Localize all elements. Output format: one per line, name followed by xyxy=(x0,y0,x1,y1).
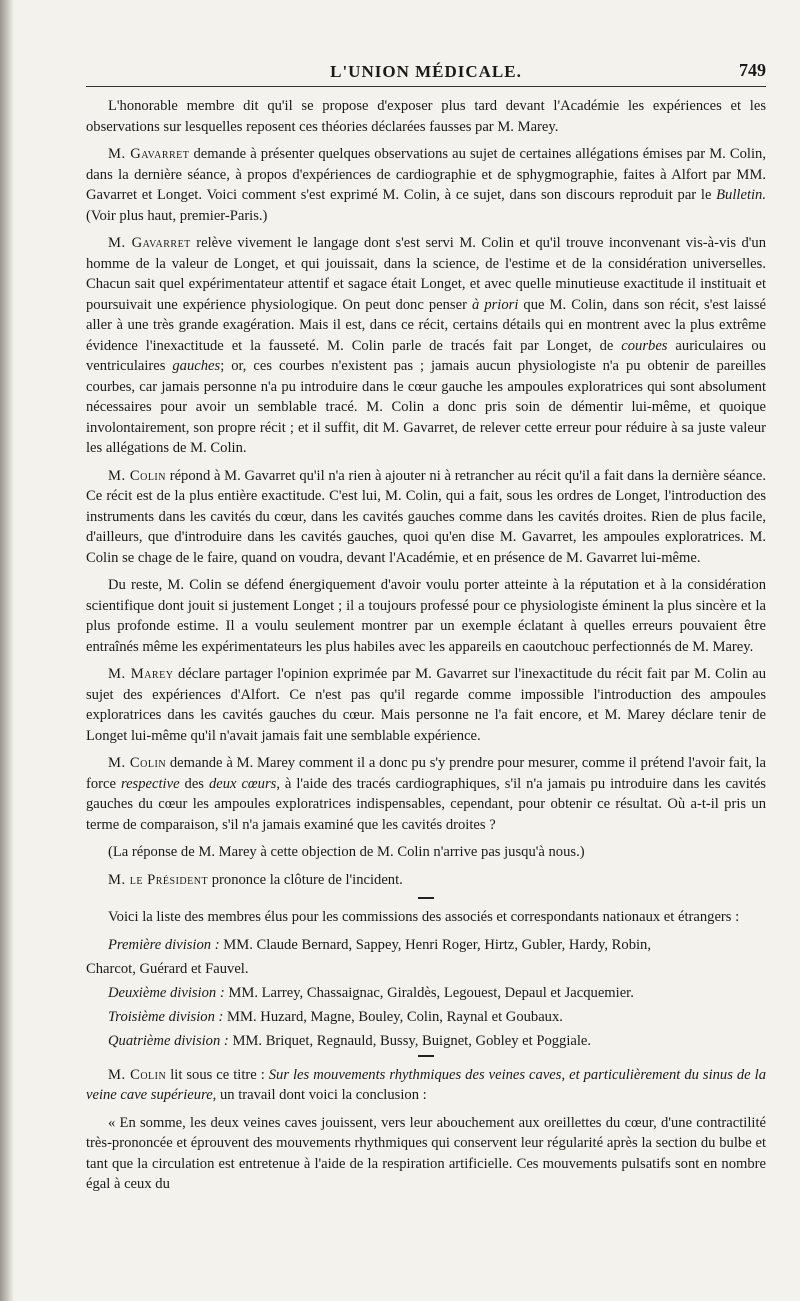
division-entry: Troisième division : MM. Huzard, Magne, Bouley, Colin, Raynal et Goubaux. xyxy=(108,1008,563,1025)
division-entry-continued: Charcot, Guérard et Fauvel. xyxy=(86,960,249,977)
paragraph: M. Colin lit sous ce titre : Sur les mouvements rhythmiques des veines caves, et particulièrement du sinus de la veine cave supérieure, un travail dont voici la conclusion : xyxy=(86,1066,766,1103)
paragraph: « En somme, les deux veines caves jouissent, vers leur abouchement aux oreillettes du cœur, d'une contractilité très-prononcée et éprouvent des mouvements rhythmiques qui conservent leur régularité après la section du bulbe et tant que la circulation est entretenue à l'aide de la respiration artificielle. Ces mouvements pulsatifs sont en nombre égal à ceux du xyxy=(86,1114,766,1192)
page-binding-shadow xyxy=(0,0,14,1301)
speaker: M. le Président xyxy=(108,871,209,888)
paragraph: Voici la liste des membres élus pour les commissions des associés et correspondants nationaux et étrangers : xyxy=(108,909,740,925)
journal-title: L'UNION MÉDICALE. xyxy=(330,62,522,81)
paragraph: M. Colin répond à M. Gavarret qu'il n'a rien à ajouter ni à retrancher au récit qu'il a fait dans la dernière séance. Ce récit est de la plus entière exactitude. C'est lui, M. Colin, qui a fait, sous les ordres de Longet, l'introduction des instruments dans les cavités du cœur, dans les cavités gauches comme dans les cavités droites. Rien de plus facile, d'ailleurs, que d'introduire dans les cavités gauches, quoi qu'en dise M. Gavarret, les ampoules exploratrices. M. Colin se chage de le faire, quand on voudra, devant l'Académie, et en présence de M. Gavarret lui-même. xyxy=(86,467,767,566)
speaker: M. Colin xyxy=(108,467,166,484)
speaker: M. Colin xyxy=(108,1066,167,1083)
paragraph: Du reste, M. Colin se défend énergiquement d'avoir voulu porter atteinte à la réputation et à la considération scientifique dont jouit si justement Longet ; il a toujours professé pour ce physiologiste éminent la plus sincère et la plus profonde estime. Il a voulu seulement montrer par un exemple éclatant à quelles erreurs pouvaient être entraînés même les expérimentateurs les plus habiles avec les appareils en caoutchouc perfectionnés de M. Marey. xyxy=(86,577,766,655)
speaker: M. Gavarret xyxy=(108,146,190,162)
speaker: M. Colin xyxy=(108,755,167,771)
running-header xyxy=(86,60,766,87)
section-separator xyxy=(418,1055,434,1057)
article-body xyxy=(86,96,766,1202)
paragraph: M. Gavarret demande à présenter quelques observations au sujet de certaines allégations émises par M. Colin, dans la dernière séance, à propos d'expériences de cardiographie et de sphygmographie, faites à Alfort par MM. Gavarret et Longet. Voici comment s'est exprimé M. Colin, à ce sujet, dans son discours reproduit par le Bulletin. (Voir plus haut, premier-Paris.) xyxy=(86,146,766,224)
division-entry: Deuxième division : MM. Larrey, Chassaignac, Giraldès, Legouest, Depaul et Jacquemier. xyxy=(108,984,634,1001)
paragraph: M. le Président prononce la clôture de l'incident. xyxy=(108,871,403,888)
paragraph: L'honorable membre dit qu'il se propose d'exposer plus tard devant l'Académie les expériences et les observations sur lesquelles reposent ces théories déclarées fausses par M. Marey. xyxy=(86,98,766,135)
page-number: 749 xyxy=(739,60,766,80)
paragraph: M. Marey déclare partager l'opinion exprimée par M. Gavarret sur l'inexactitude du récit fait par M. Colin au sujet des expériences d'Alfort. Ce n'est pas qu'il regarde comme impossible l'introduction des ampoules exploratrices dans les cavités gauches du cœur. Mais personne ne l'a fait encore, et M. Marey déclare tenir de Longet lui-même qu'il n'avait jamais fait une semblable expérience. xyxy=(86,666,766,744)
division-entry: Première division : MM. Claude Bernard, Sappey, Henri Roger, Hirtz, Gubler, Hardy, Robin, xyxy=(108,936,652,953)
speaker: M. Marey xyxy=(108,666,174,682)
section-separator xyxy=(418,897,434,899)
paragraph: M. Colin demande à M. Marey comment il a donc pu s'y prendre pour mesurer, comme il prétend l'avoir fait, la force respective des deux cœurs, à l'aide des tracés cardiographiques, s'il n'a jamais pu introduire dans les cavités gauches du cœur les ampoules exploratrices indispensables, cependant, pour obtenir ce résultat. Où a-t-il pris un terme de comparaison, s'il n'a jamais examiné que les cavités droites ? xyxy=(86,755,766,833)
speaker: M. Gavarret xyxy=(108,235,191,251)
paragraph: (La réponse de M. Marey à cette objection de M. Colin n'arrive pas jusqu'à nous.) xyxy=(108,844,585,860)
paragraph: M. Gavarret relève vivement le langage dont s'est servi M. Colin et qu'il trouve inconvenant vis-à-vis d'un homme de la valeur de Longet, et qui jouissait, dans la science, de l'estime et de la considération universelles. Chacun sait quel expérimentateur attentif et sagace était Longet, et avec quelle minutieuse exactitude il instituait et poursuivait une expérience physiologique. On peut donc penser à priori que M. Colin, dans son récit, s'est laissé aller à une très grande exagération. Mais il est, dans ce récit, certains détails qui en montrent avec la plus extrême évidence l'inexactitude et la fausseté. M. Colin parle de tracés fait par Longet, de courbes auriculaires ou ventriculaires gauches; or, ces courbes n'existent pas ; jamais aucun physiologiste n'a pu obtenir de pareilles courbes, car jamais personne n'a pu introduire dans le cœur gauche les ampoules exploratrices qui sont absolument nécessaires pour avoir un semblable tracé. M. Colin a donc pris soin de démentir lui-même, et quoique involontairement, son propre récit ; et il suffit, dit M. Gavarret, de relever cette erreur pour réduire à sa juste valeur les allégations de M. Colin. xyxy=(86,235,766,456)
division-entry: Quatrième division : MM. Briquet, Regnauld, Bussy, Buignet, Gobley et Poggiale. xyxy=(108,1032,592,1049)
